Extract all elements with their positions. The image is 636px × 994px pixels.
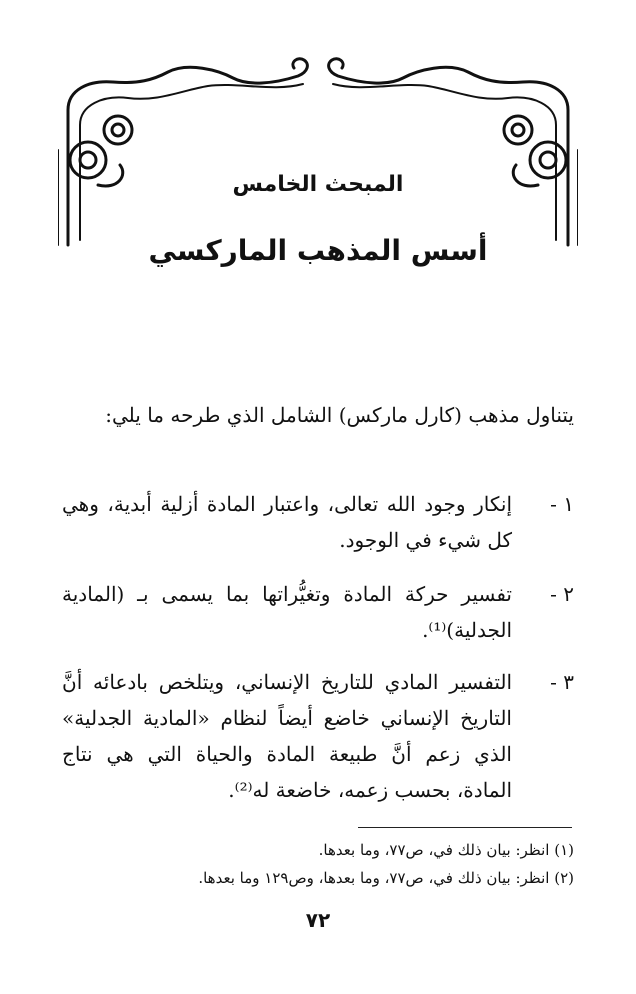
decorative-frame-ornament bbox=[58, 50, 578, 250]
list-item-text: التفسير المادي للتاريخ الإنساني، ويتلخص بادعائه أنَّ التاريخ الإنساني خاضع أيضاً لنظام «المادية الجدلية» الذي زعم أنَّ طبيعة المادة والحياة التي هي نتاج المادة، بحسب زعمه، خاضعة له⁽²⁾. bbox=[62, 670, 512, 802]
intro-paragraph: يتناول مذهب (كارل ماركس) الشامل الذي طرحه ما يلي: bbox=[105, 403, 574, 427]
footnote-marker: (١) bbox=[554, 841, 574, 859]
list-item bbox=[62, 664, 574, 808]
list-item bbox=[62, 486, 574, 558]
footnote bbox=[54, 838, 574, 862]
list-item-text: تفسير حركة المادة وتغيُّراتها بما يسمى بـ (المادية الجدلية)⁽¹⁾. bbox=[62, 582, 512, 642]
list-item-number: ٣ - bbox=[550, 670, 574, 694]
footnote-text: انظر: بيان ذلك في، ص٧٧، وما بعدها. bbox=[318, 841, 550, 859]
list-item-text: إنكار وجود الله تعالى، واعتبار المادة أزلية أبدية، وهي كل شيء في الوجود. bbox=[62, 492, 512, 552]
section-label: المبحث الخامس bbox=[232, 172, 404, 197]
footnote-text: انظر: بيان ذلك في، ص٧٧، وما بعدها، وص١٢٩ وما بعدها. bbox=[198, 869, 550, 887]
footnote-divider bbox=[358, 827, 572, 828]
footnote bbox=[54, 866, 574, 890]
list-item-number: ٢ - bbox=[550, 582, 574, 606]
chapter-title: أسس المذهب الماركسي bbox=[148, 234, 488, 267]
list-item-number: ١ - bbox=[550, 492, 574, 516]
page-number: ٧٢ bbox=[305, 908, 331, 932]
list-item bbox=[62, 576, 574, 648]
footnote-marker: (٢) bbox=[554, 869, 574, 887]
